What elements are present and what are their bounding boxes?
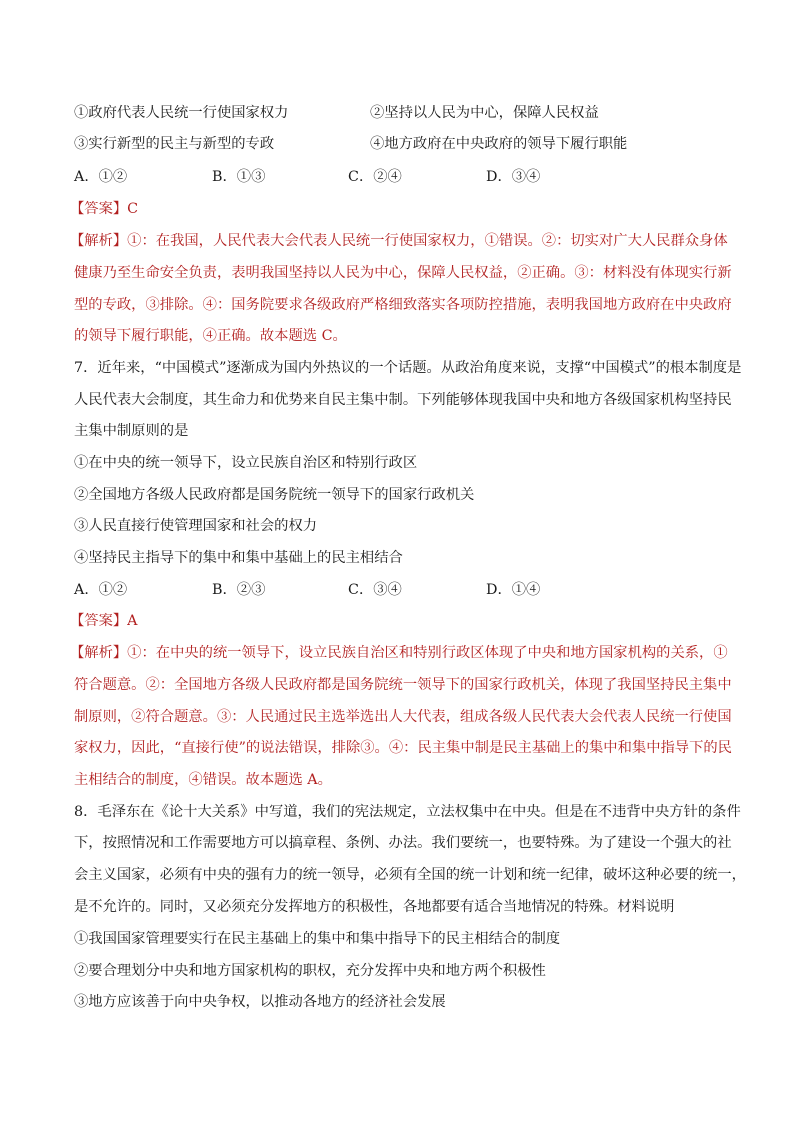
q7-item-2: ②全国地方各级人民政府都是国务院统一领导下的国家行政机关 xyxy=(74,487,475,503)
q7-analysis-line-1: 【解析】①：在中央的统一领导下，设立民族自治区和特别行政区体现了中央和地方国家机构的关系，① xyxy=(70,645,728,661)
q7-item-1: ①在中央的统一领导下，设立民族自治区和特别行政区 xyxy=(74,455,418,471)
q7-stem-line-2: 人民代表大会制度，其生命力和优势来自民主集中制。下列能够体现我国中央和地方各级国家机构坚持民 xyxy=(74,392,732,408)
q8-stem-line-3: 会主义国家，必须有中央的强有力的统一领导，必须有全国的统一计划和统一纪律，破坏这种必要的统一， xyxy=(74,867,746,883)
q6-answer: 【答案】C xyxy=(70,201,139,217)
q6-analysis-line-4: 的领导下履行职能，④正确。故本题选 C。 xyxy=(74,328,347,344)
q7-analysis-line-5: 主相结合的制度，④错误。故本题选 A。 xyxy=(74,772,332,788)
q6-analysis-line-3: 型的专政，③排除。④：国务院要求各级政府严格细致落实各项防控措施，表明我国地方政府在中央政府 xyxy=(74,297,732,313)
q7-item-3: ③人民直接行使管理国家和社会的权力 xyxy=(74,518,318,534)
q6-item-1: ①政府代表人民统一行使国家权力 xyxy=(74,105,289,121)
q7-analysis-line-4: 家权力，因此，“直接行使”的说法错误，排除③。④：民主集中制是民主基础上的集中和集中指导下的民 xyxy=(74,740,732,756)
q7-analysis-line-2: 符合题意。②：全国地方各级人民政府都是国务院统一领导下的国家行政机关，体现了我国坚持民主集中 xyxy=(74,677,732,693)
q6-option-a: A．①② xyxy=(74,169,128,185)
q7-option-c: C．③④ xyxy=(348,582,402,598)
q8-stem-line-1: 8．毛泽东在《论十大关系》中写道，我们的宪法规定，立法权集中在中央。但是在不违背中央方针的条件 xyxy=(74,804,741,820)
q7-option-a: A．①② xyxy=(74,582,128,598)
q8-item-1: ①我国国家管理要实行在民主基础上的集中和集中指导下的民主相结合的制度 xyxy=(74,931,561,947)
q6-item-4: ④地方政府在中央政府的领导下履行职能 xyxy=(370,136,628,152)
q7-option-d: D．①④ xyxy=(486,582,541,598)
q7-stem-line-3: 主集中制原则的是 xyxy=(74,423,189,439)
q8-stem-line-2: 下，按照情况和工作需要地方可以搞章程、条例、办法。我们要统一，也要特殊。为了建设一个强大的社 xyxy=(74,835,732,851)
q6-analysis-line-2: 健康乃至生命安全负责，表明我国坚持以人民为中心，保障人民权益，②正确。③：材料没有体现实行新 xyxy=(74,265,732,281)
q6-option-d: D．③④ xyxy=(486,169,541,185)
q6-option-b: B．①③ xyxy=(212,169,266,185)
q8-item-3: ③地方应该善于向中央争权，以推动各地方的经济社会发展 xyxy=(74,994,446,1010)
q8-item-2: ②要合理划分中央和地方国家机构的职权，充分发挥中央和地方两个积极性 xyxy=(74,963,546,979)
q7-analysis-line-3: 制原则，②符合题意。③：人民通过民主选举选出人大代表，组成各级人民代表大会代表人民统一行使国 xyxy=(74,709,732,725)
q6-analysis-line-1: 【解析】①：在我国，人民代表大会代表人民统一行使国家权力，①错误。②：切实对广大人民群众身体 xyxy=(70,233,728,249)
q8-stem-line-4: 是不允许的。同时，又必须充分发挥地方的积极性，各地都要有适合当地情况的特殊。材料说明 xyxy=(74,899,675,915)
q7-item-4: ④坚持民主指导下的集中和集中基础上的民主相结合 xyxy=(74,550,403,566)
q6-item-3: ③实行新型的民主与新型的专政 xyxy=(74,136,275,152)
q6-item-2: ②坚持以人民为中心，保障人民权益 xyxy=(370,105,599,121)
q7-answer: 【答案】A xyxy=(70,613,138,629)
q7-stem-line-1: 7．近年来，“中国模式”逐渐成为国内外热议的一个话题。从政治角度来说，支撑“中国模式”的根本制度是 xyxy=(74,360,742,376)
q6-option-c: C．②④ xyxy=(348,169,402,185)
q7-option-b: B．②③ xyxy=(212,582,266,598)
